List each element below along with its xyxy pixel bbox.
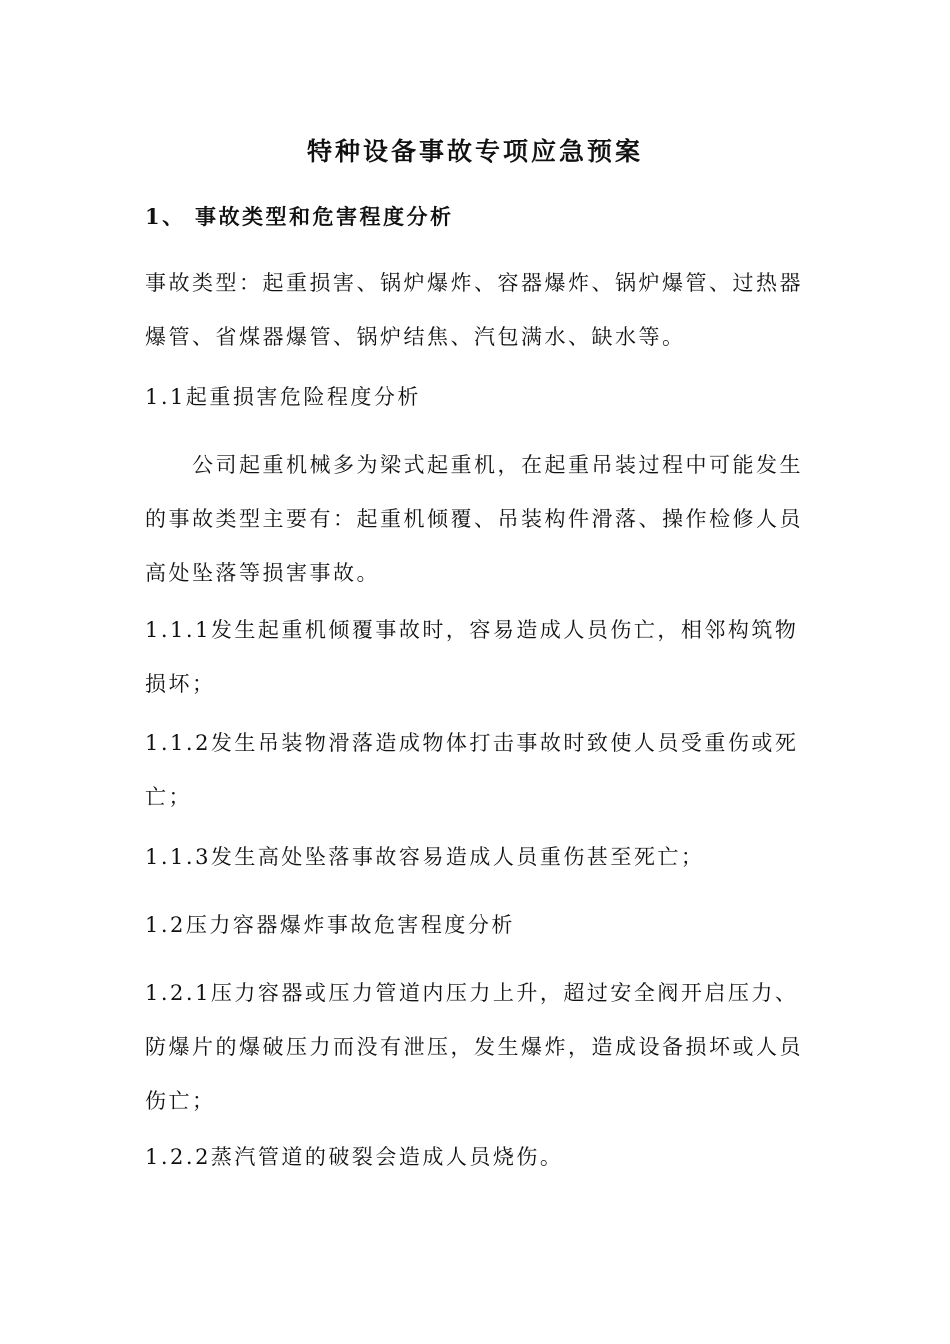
section-1-1-1-paragraph: 1.1.1发生起重机倾覆事故时，容易造成人员伤亡，相邻构筑物损坏； <box>145 618 799 696</box>
section-1-1-3-paragraph: 1.1.3发生高处坠落事故容易造成人员重伤甚至死亡； <box>145 845 705 869</box>
section-1-1-heading: 1.1起重损害危险程度分析 <box>145 385 421 409</box>
section-1-number: 1、 <box>145 204 186 229</box>
section-1-heading <box>145 190 815 244</box>
section-1-2-2-paragraph: 1.2.2蒸汽管道的破裂会造成人员烧伤。 <box>145 1145 564 1169</box>
document-title: 特种设备事故专项应急预案 <box>306 137 643 166</box>
section-1-2-1-paragraph: 1.2.1压力容器或压力管道内压力上升，超过安全阀开启压力、防爆片的爆破压力而没有泄压，发生爆炸，造成设备损坏或人员伤亡； <box>145 981 803 1113</box>
section-1-1-body: 公司起重机械多为梁式起重机，在起重吊装过程中可能发生的事故类型主要有：起重机倾覆、吊装构件滑落、操作检修人员高处坠落等损害事故。 <box>145 453 803 585</box>
section-1-title: 事故类型和危害程度分析 <box>195 204 454 229</box>
section-1-1-2-paragraph: 1.1.2发生吊装物滑落造成物体打击事故时致使人员受重伤或死亡； <box>145 731 799 809</box>
accident-types-paragraph: 事故类型：起重损害、锅炉爆炸、容器爆炸、锅炉爆管、过热器爆管、省煤器爆管、锅炉结焦、汽包满水、缺水等。 <box>145 271 803 349</box>
section-1-2-heading: 1.2压力容器爆炸事故危害程度分析 <box>145 913 515 937</box>
